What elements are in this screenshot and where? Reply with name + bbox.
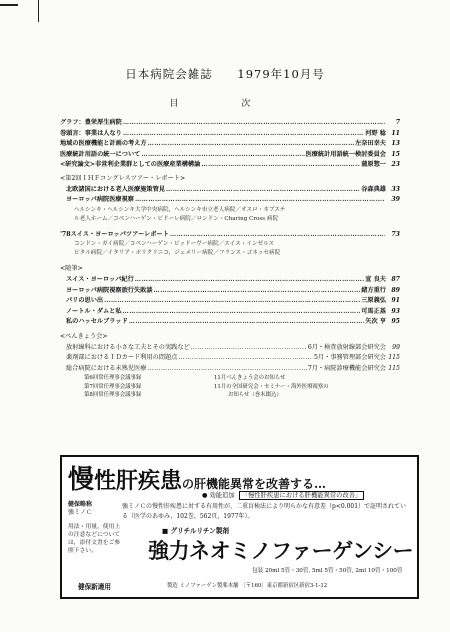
toc-entry[interactable]: ノートル・ダムと私 ………………………………………………………………………………………………………………………………………………………………………… 可馬正基 93 <box>60 307 400 318</box>
section-heading: <べんきょう会> <box>60 332 108 340</box>
toc-entry[interactable]: 巻頭言：事業は人なり ………………………………………………………………………………………………………………………………………………………………………… 河野 稔 11 <box>60 129 400 140</box>
toc-entry[interactable]: 放射線科における小さな工夫とその実践など ………………………………………………………………………………………………………………………………………………………………………… 6月・検査放射線部会研究会 99 <box>60 343 400 354</box>
ad-insurance-abbrev: 健保略称 強ミノＣ <box>68 501 93 516</box>
notice-row: 第6回常任理事会議事録 11月べんきょう会のお知らせ <box>84 375 286 382</box>
subentry-text: ヘルシンキ・ヘルシンキ大学中央病院，ヘルシンキ市立老人病院／オスロ・ネブステ <box>74 206 286 213</box>
ad-insurance-note: 健保新適用 <box>78 583 111 591</box>
toc-entry[interactable]: パリの思い出 ………………………………………………………………………………………………………………………………………………………………………… 三原義弘 91 <box>60 296 400 307</box>
ad-brand-name: 強力ネオミノファーゲンシー <box>148 538 414 563</box>
toc-entry[interactable]: <研究論文>非営利企業群としての医療産業構構論 ………………………………………………………………………………………………………………………………………………………………………… 蒲原惣一 23 <box>60 160 400 171</box>
toc-entry[interactable]: ヨーロッパ病院視察旅行失敗談 ………………………………………………………………………………………………………………………………………………………………………… 緒方重行 89 <box>60 286 400 297</box>
toc-entry[interactable]: 総合病院における未熟児医療 ………………………………………………………………………………………………………………………………………………………………………… 7月・病院診療機能会研究会 115 <box>60 364 400 375</box>
toc-entry[interactable]: スイス・ヨーロッパ紀行 ………………………………………………………………………………………………………………………………………………………………………… 宣 良夫 87 <box>60 275 400 286</box>
toc-entry[interactable]: ヨーロッパ病院医療視察 ………………………………………………………………………………………………………………………………………………………………………… 39 <box>60 195 400 206</box>
ad-headline-kanji: 慢 <box>68 465 95 495</box>
toc-entry[interactable]: 北欧諸国における老人医療施策管見 ………………………………………………………………………………………………………………………………………………………………………… 谷森典雄 33 <box>60 185 400 196</box>
toc-entry[interactable]: 薬剤部におけるＩＤカード利用の問題点 ………………………………………………………………………………………………………………………………………………………………………… 5月・事務管理部会研究会 115 <box>60 353 400 364</box>
ad-packaging: 包装 20ml 5管・30管, 5ml 5管・50管, 2ml 10管・100管 <box>252 568 403 574</box>
crop-mark-horizontal <box>0 4 18 6</box>
subentry-text: コンドン・ガイ病院／コペンハーゲン・ビッドーヴー病院／スイス・インゼルス <box>74 241 275 248</box>
toc-entry[interactable]: '78スイス・ヨーロッパツアーレポート ………………………………………………………………………………………………………………………………………………………………………… 73 <box>60 230 400 241</box>
toc-title: 目 次 <box>169 99 281 109</box>
notice-row: 第7回常任理事会議事録 11月の全国研究会・セミナー・海外医療視察の <box>84 383 329 390</box>
table-of-contents <box>60 118 400 400</box>
ad-maker: 製造 ミノファーゲン製薬本舗 〔〒160〕東京都新宿区新宿3-1-12 <box>167 583 328 589</box>
journal-header <box>0 66 450 82</box>
subentry-text: ル老人ホーム／コペンハーゲン・ビドーレ病院／ロンドン・Charing Cross 病院 <box>74 215 279 222</box>
toc-entry[interactable]: グラフ：豊栄厚生病院 ………………………………………………………………………………………………………………………………………………………………………… 7 <box>60 118 400 129</box>
subentry-text: ピタル病院／イタリア・ポリクリニコ，ジェメリー病院／フランス・ゴネッセ病院 <box>74 250 281 257</box>
ad-drug-class: ■ グリチルリチン製剤 <box>162 527 229 535</box>
notice-row: 第8回常任理事会議事録 お知らせ（巻末綴込） <box>84 392 282 399</box>
ad-headline-main: 性肝疾患 <box>94 468 183 494</box>
journal-issue: 1979年10月号 <box>237 67 325 81</box>
ad-usage-note: 用法・用量，使用上 の注意などについて は，添付文書をご参 照下さい。 <box>68 524 121 554</box>
toc-entry[interactable]: 地域の医療機能と計画の考え方 ………………………………………………………………………………………………………………………………………………………………………… 左奈田幸夫 13 <box>60 139 400 150</box>
ad-effect-line: ● 効能追加 「慢性肝疾患における肝機能異常の改善」 <box>202 490 364 499</box>
section-heading: <第2回ＩＨＦコングレスツアー・レポート> <box>60 174 186 182</box>
toc-entry[interactable]: 私のハッセルブラッド ………………………………………………………………………………………………………………………………………………………………………… 矢次 亨 95 <box>60 317 400 328</box>
crop-mark-vertical <box>38 0 39 22</box>
advertisement <box>60 455 419 599</box>
journal-title: 日本病院会雑誌 <box>125 67 213 81</box>
toc-entry[interactable]: 医療統計用語の統一について ………………………………………………………………………………………………………………………………………………………………………… 医療統計用語統一検討委員会 15 <box>60 150 400 161</box>
section-heading: <随筆> <box>60 265 83 273</box>
ad-description: 強ミノＣの慢性肝疾患に対する有用性が，二重盲検法により明らかな有意差（p<0.001）で証明されている（医学のあゆみ，102巻，562頁，1977年）。 <box>122 503 407 520</box>
ad-headline-tail: の肝機能異常を改善する… <box>182 477 327 491</box>
